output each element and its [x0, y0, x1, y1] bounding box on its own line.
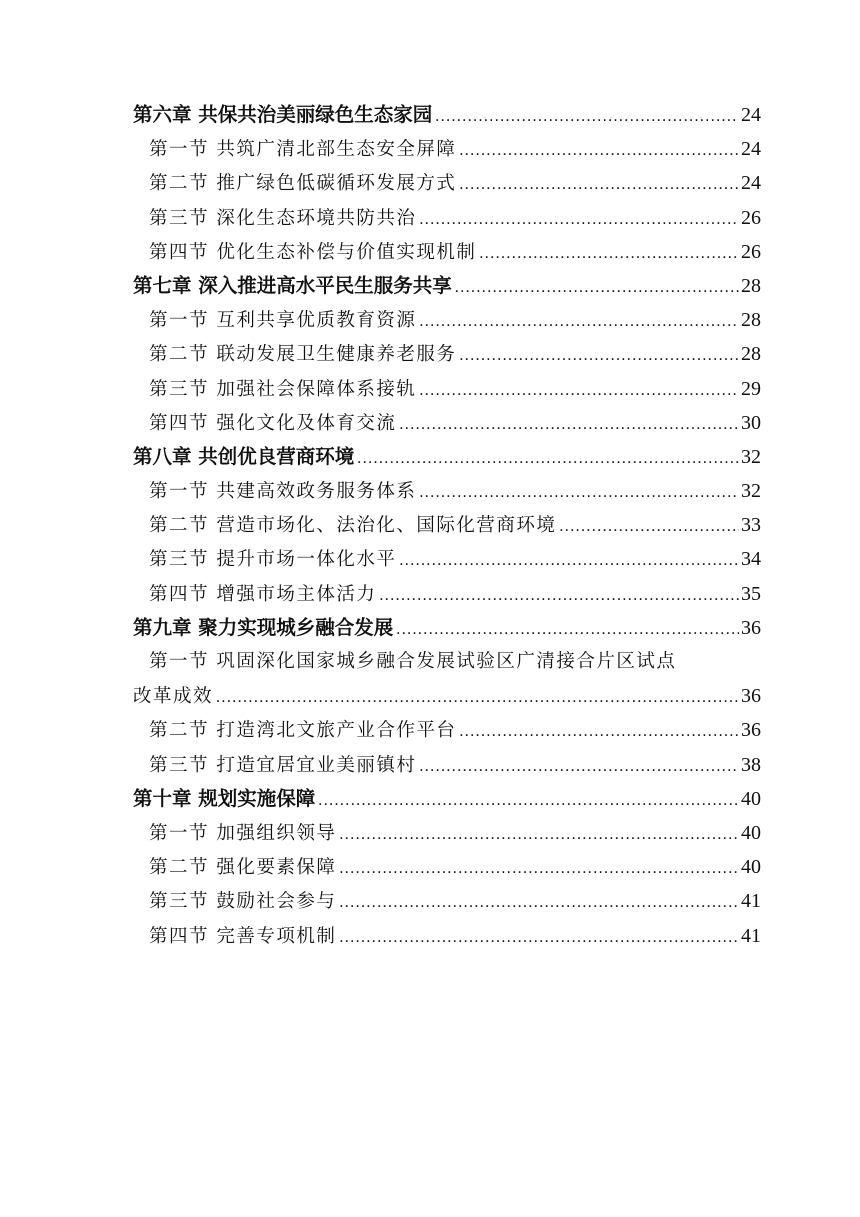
- toc-chapter-9[interactable]: [133, 611, 761, 645]
- dot-leader: [416, 203, 739, 237]
- dot-leader: [396, 408, 739, 442]
- toc-entry-title: 第九章 聚力实现城乡融合发展: [133, 615, 394, 639]
- toc-page-number: 36: [741, 719, 761, 742]
- toc-entry-title: 第三节 深化生态环境共防共治: [149, 207, 417, 229]
- dot-leader: [336, 852, 739, 886]
- toc-page-number: 41: [741, 890, 761, 913]
- toc-section[interactable]: [133, 508, 761, 542]
- dot-leader: [393, 613, 739, 647]
- toc-entry-title: 第六章 共保共治美丽绿色生态家园: [133, 103, 433, 126]
- toc-entry-title: 第三节 鼓励社会参与: [149, 891, 337, 913]
- toc-section[interactable]: [133, 919, 761, 953]
- toc-entry-title: 第二节 强化要素保障: [149, 857, 337, 879]
- dot-leader: [396, 544, 739, 578]
- dot-leader: [456, 339, 739, 373]
- toc-entry-title: 第八章 共创优良营商环境: [133, 444, 355, 468]
- toc-chapter-6[interactable]: [133, 98, 761, 132]
- toc-entry-title: 第四节 优化生态补偿与价值实现机制: [149, 241, 477, 263]
- dot-leader: [213, 681, 739, 715]
- toc-page-number: 28: [741, 343, 761, 366]
- toc-section[interactable]: [133, 303, 761, 337]
- dot-leader: [432, 100, 739, 134]
- toc-section[interactable]: [133, 337, 761, 371]
- toc-entry-title: 第二节 营造市场化、法治化、国际化营商环境: [149, 515, 557, 537]
- dot-leader: [336, 921, 739, 955]
- toc-entry-title: 第十章 规划实施保障: [133, 786, 316, 810]
- toc-entry-title: 第三节 提升市场一体化水平: [149, 549, 397, 571]
- toc-section[interactable]: [133, 577, 761, 611]
- table-of-contents: [133, 98, 761, 953]
- toc-page-number: 24: [741, 104, 761, 126]
- toc-entry-title: 第一节 共筑广清北部生态安全屏障: [149, 139, 457, 161]
- toc-section-wrapped[interactable]: [133, 645, 761, 713]
- toc-entry-title: 第二节 联动发展卫生健康养老服务: [149, 344, 457, 366]
- toc-page-number: 40: [741, 821, 761, 844]
- toc-page-number: 35: [741, 582, 761, 605]
- dot-leader: [456, 168, 739, 202]
- dot-leader: [336, 886, 739, 920]
- toc-section[interactable]: [133, 748, 761, 782]
- toc-page-number: 41: [741, 924, 761, 947]
- toc-section[interactable]: [133, 816, 761, 850]
- dot-leader: [354, 442, 739, 476]
- dot-leader: [456, 715, 739, 749]
- toc-section[interactable]: [133, 201, 761, 235]
- toc-entry-title: 第七章 深入推进高水平民生服务共享: [133, 273, 452, 297]
- dot-leader: [376, 579, 739, 613]
- dot-leader: [416, 374, 739, 408]
- toc-entry-title: 第三节 加强社会保障体系接轨: [149, 378, 417, 400]
- toc-chapter-10[interactable]: [133, 782, 761, 816]
- toc-page-number: 28: [741, 309, 761, 332]
- toc-page-number: 26: [741, 206, 761, 229]
- dot-leader: [452, 271, 739, 305]
- toc-page-number: 28: [741, 274, 761, 297]
- dot-leader: [456, 134, 739, 168]
- toc-section[interactable]: [133, 850, 761, 884]
- toc-section[interactable]: [133, 884, 761, 918]
- toc-section[interactable]: [133, 372, 761, 406]
- toc-entry-title: 第一节 加强组织领导: [149, 822, 337, 844]
- dot-leader: [476, 237, 739, 271]
- toc-entry-title: 第四节 完善专项机制: [149, 925, 337, 947]
- toc-page-number: 38: [741, 753, 761, 776]
- toc-section[interactable]: [133, 713, 761, 747]
- toc-section[interactable]: [133, 166, 761, 200]
- toc-page-number: 34: [741, 548, 761, 571]
- toc-page-number: 33: [741, 514, 761, 537]
- toc-entry-title: 第三节 打造宜居宜业美丽镇村: [149, 754, 417, 776]
- toc-page-number: 36: [741, 616, 761, 639]
- toc-entry-title: 第二节 推广绿色低碳循环发展方式: [149, 173, 457, 195]
- toc-section[interactable]: [133, 235, 761, 269]
- toc-chapter-7[interactable]: [133, 269, 761, 303]
- toc-section[interactable]: [133, 132, 761, 166]
- toc-entry-title: 第一节 共建高效政务服务体系: [149, 481, 417, 503]
- toc-page-number: 40: [741, 787, 761, 810]
- dot-leader: [315, 784, 739, 818]
- toc-page-number: 30: [741, 411, 761, 434]
- toc-entry-title-continued: 改革成效: [133, 686, 214, 708]
- toc-page-number: 24: [741, 172, 761, 195]
- dot-leader: [556, 510, 739, 544]
- toc-entry-title: 第四节 强化文化及体育交流: [149, 412, 397, 434]
- toc-page-number: 32: [741, 445, 761, 468]
- dot-leader: [416, 305, 739, 339]
- toc-page-number: 40: [741, 856, 761, 879]
- toc-page-number: 32: [741, 480, 761, 503]
- toc-entry-title: 第一节 互利共享优质教育资源: [149, 310, 417, 332]
- toc-chapter-8[interactable]: [133, 440, 761, 474]
- toc-section[interactable]: [133, 542, 761, 576]
- toc-section[interactable]: [133, 474, 761, 508]
- toc-entry-title: 第二节 打造湾北文旅产业合作平台: [149, 720, 457, 742]
- dot-leader: [336, 818, 739, 852]
- dot-leader: [416, 750, 739, 784]
- toc-entry-title: 第四节 增强市场主体活力: [149, 583, 377, 605]
- toc-page-number: 29: [741, 377, 761, 400]
- toc-entry-title: 第一节 巩固深化国家城乡融合发展试验区广清接合片区试点: [149, 651, 677, 672]
- toc-page-number: 36: [741, 685, 761, 708]
- toc-section[interactable]: [133, 406, 761, 440]
- toc-page-number: 26: [741, 240, 761, 263]
- toc-page-number: 24: [741, 138, 761, 161]
- dot-leader: [416, 476, 739, 510]
